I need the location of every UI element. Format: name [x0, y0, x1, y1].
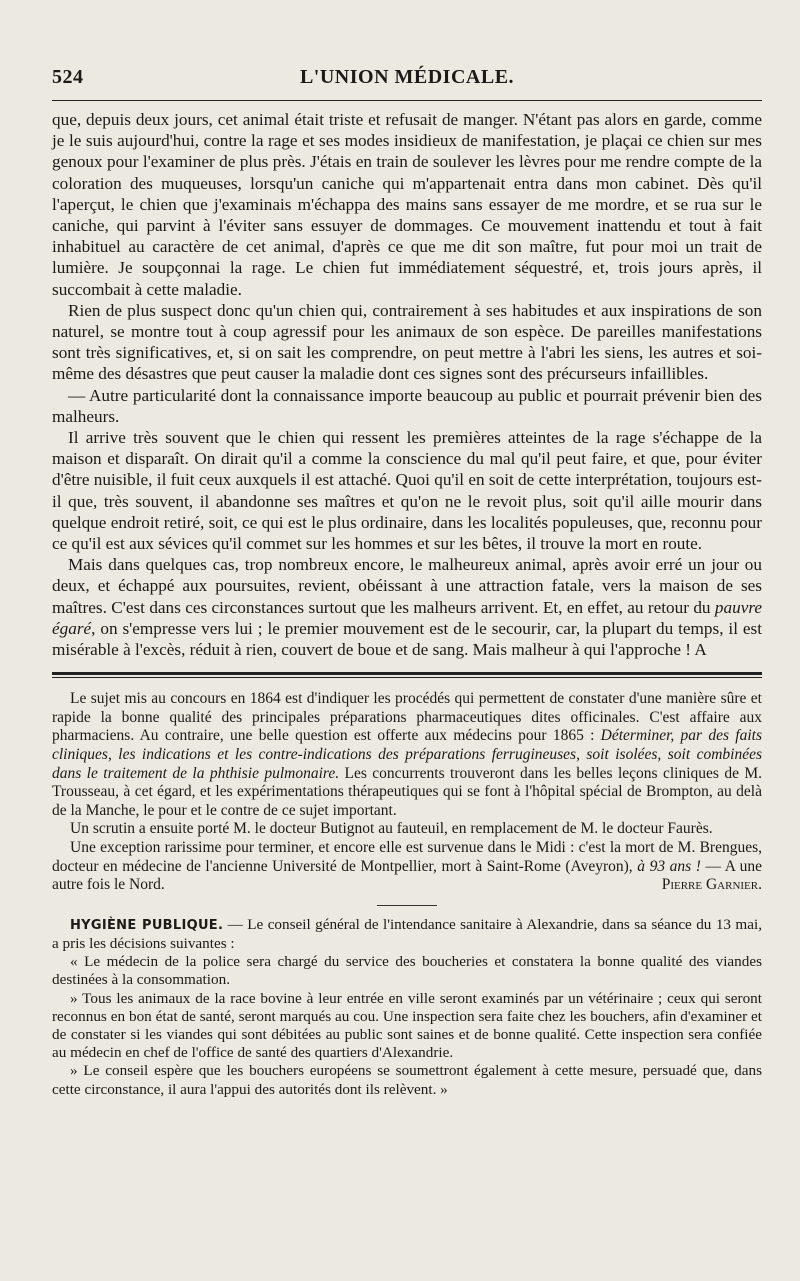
text-run: Les concurrents trouveront dans les belles leçons cliniques de M. Trousseau, à cet égard, et les expérimentations thérapeutiques qui se font à l'hôpital spécial de Brompton, au delà de la Manche, le pour et le contre de ce sujet important. — [52, 764, 763, 819]
paragraph: que, depuis deux jours, cet animal était triste et refusait de manger. N'étant pas alors en garde, comme je le suis aujourd'hui, contre la rage et ses modes insidieux de manifestation, je plaçai ce chien sur mes genoux pour l'examiner de plus près. J'étais en train de soulever les lèvres pour me rendre compte de la coloration des muqueuses, lorsqu'un caniche qui m'appartenait entra dans mon cabinet. Dès qu'il l'aperçut, le chien que j'examinais m'échappa des mains sans essayer de me mordre, et se rua sur le caniche, qui parvint à l'éviter sans essuyer de dommages. Ce mouvement inattendu et tout à fait inhabituel au caractère de cet animal, d'après ce que me dit son maître, fut pour moi un trait de lumière. Je soupçonnai la rage. Le chien fut immédiatement séquestré, et, trois jours après, il succombait à cette maladie. — [52, 110, 762, 299]
section-label: HYGIÈNE PUBLIQUE. — [70, 917, 224, 933]
section-separator — [52, 672, 762, 678]
short-rule — [377, 905, 437, 906]
author-signature: Pierre Garnier. — [661, 876, 762, 894]
text-run: — A une autre fois le Nord. — [52, 857, 762, 894]
hygiene-section — [52, 916, 762, 1099]
paragraph: Rien de plus suspect donc qu'un chien qui, contrairement à ses habitudes et aux inspirations de son naturel, se montre tout à coup agressif pour les animaux de son espèce. De pareilles manifestations sont très significatives, et, si on sait les comprendre, on peut mettre à l'abri les siens, les autres et soi-même des désastres que peut causer la maladie dont ces signes sont des précurseurs infaillibles. — [52, 300, 762, 384]
paragraph: » Le conseil espère que les bouchers européens se soumettront également à cette mesure, persuadé que, dans cette circonstance, il aura l'appui des autorités dont ils relèvent. » — [52, 1062, 762, 1098]
paragraph — [52, 554, 762, 660]
text-run: Une exception rarissime pour terminer, et encore elle est survenue dans le Midi : c'est la mort de M. Brengues, docteur en médecine de l'ancienne Université de Montpellier, mort à Saint-Rome (Aveyron), — [52, 839, 762, 875]
main-article — [52, 109, 762, 660]
text-run: , on s'empresse vers lui ; le premier mouvement est de le secourir, car, la plupart du temps, il est misérable à l'excès, réduit à rien, couvert de boue et de sang. Mais malheur à qui l'approche ! A — [52, 618, 762, 660]
paragraph: Il arrive très souvent que le chien qui ressent les premières atteintes de la rage s'échappe de la maison et disparaît. On dirait qu'il a comme la conscience du mal qu'il peut faire, et que, pour éviter d'être nuisible, il fuit ceux auxquels il est attaché. Quoi qu'il en soit de cette interprétation, toujours est-il que, très souvent, il abandonne ses maîtres et qu'on ne le revoit plus, soit qu'il aille mourir dans quelque endroit retiré, soit, ce qui est le plus ordinaire, dans les localités populeuses, que, reconnu pour ce qu'il est aux sévices qu'il commet sur les hommes et sur les bêtes, il trouve la mort en route. — [52, 428, 762, 554]
paragraph: — Autre particularité dont la connaissance importe beaucoup au public et pourrait prévenir bien des malheurs. — [52, 385, 762, 426]
paragraph: Un scrutin a ensuite porté M. le docteur Butignot au fauteuil, en remplacement de M. le docteur Faurès. — [70, 820, 713, 838]
page-header — [52, 66, 762, 96]
paragraph — [52, 916, 762, 953]
paragraph — [52, 690, 762, 820]
text-run: — Le conseil général de l'intendance sanitaire à Alexandrie, dans sa séance du 13 mai, a pris les décisions suivantes : — [52, 915, 762, 953]
italic-text: Déterminer, par des faits cliniques, les indications et les contre-indications des préparations ferrugineuses, soit isolées, soit combinées dans le traitement de la phthisie pulmonaire. — [52, 727, 762, 782]
text-run: Le sujet mis au concours en 1864 est d'indiquer les procédés qui permettent de constater d'une manière sûre et rapide la bonne qualité des principales préparations pharmaceutiques dites officinales. C'est affaire aux pharmaciens. Au contraire, une belle question est offerte aux médecins pour 1865 : — [52, 690, 762, 745]
paragraph: « Le médecin de la police sera chargé du service des boucheries et constatera la bonne qualité des viandes destinées à la consommation. — [52, 953, 762, 989]
page-number: 524 — [52, 66, 84, 88]
text-run: Mais dans quelques cas, trop nombreux encore, le malheureux animal, après avoir erré un jour ou deux, et échappé aux poursuites, revient, obéissant à une attraction fatale, vers la maison de ses maîtres. C'est dans ces circonstances surtout que les malheurs arrivent. Et, en effet, au retour du — [52, 555, 762, 617]
paragraph — [52, 839, 762, 895]
italic-text: à 93 ans ! — [637, 857, 701, 875]
header-rule — [52, 100, 762, 101]
paragraph: » Tous les animaux de la race bovine à leur entrée en ville seront examinés par un vétérinaire ; ceux qui seront reconnus en bon état de santé, seront marqués au cou. Une inspection sera faite chez les bouchers, afin d'examiner et de constater si les viandes qui sont débitées au public sont saines et de bonne qualité. Cette inspection sera confiée au médecin en chef de l'office de santé des quartiers d'Alexandrie. — [52, 989, 762, 1062]
journal-title: L'UNION MÉDICALE. — [299, 66, 515, 88]
feuilleton-note — [52, 690, 762, 895]
italic-text: pauvre égaré — [52, 597, 762, 638]
